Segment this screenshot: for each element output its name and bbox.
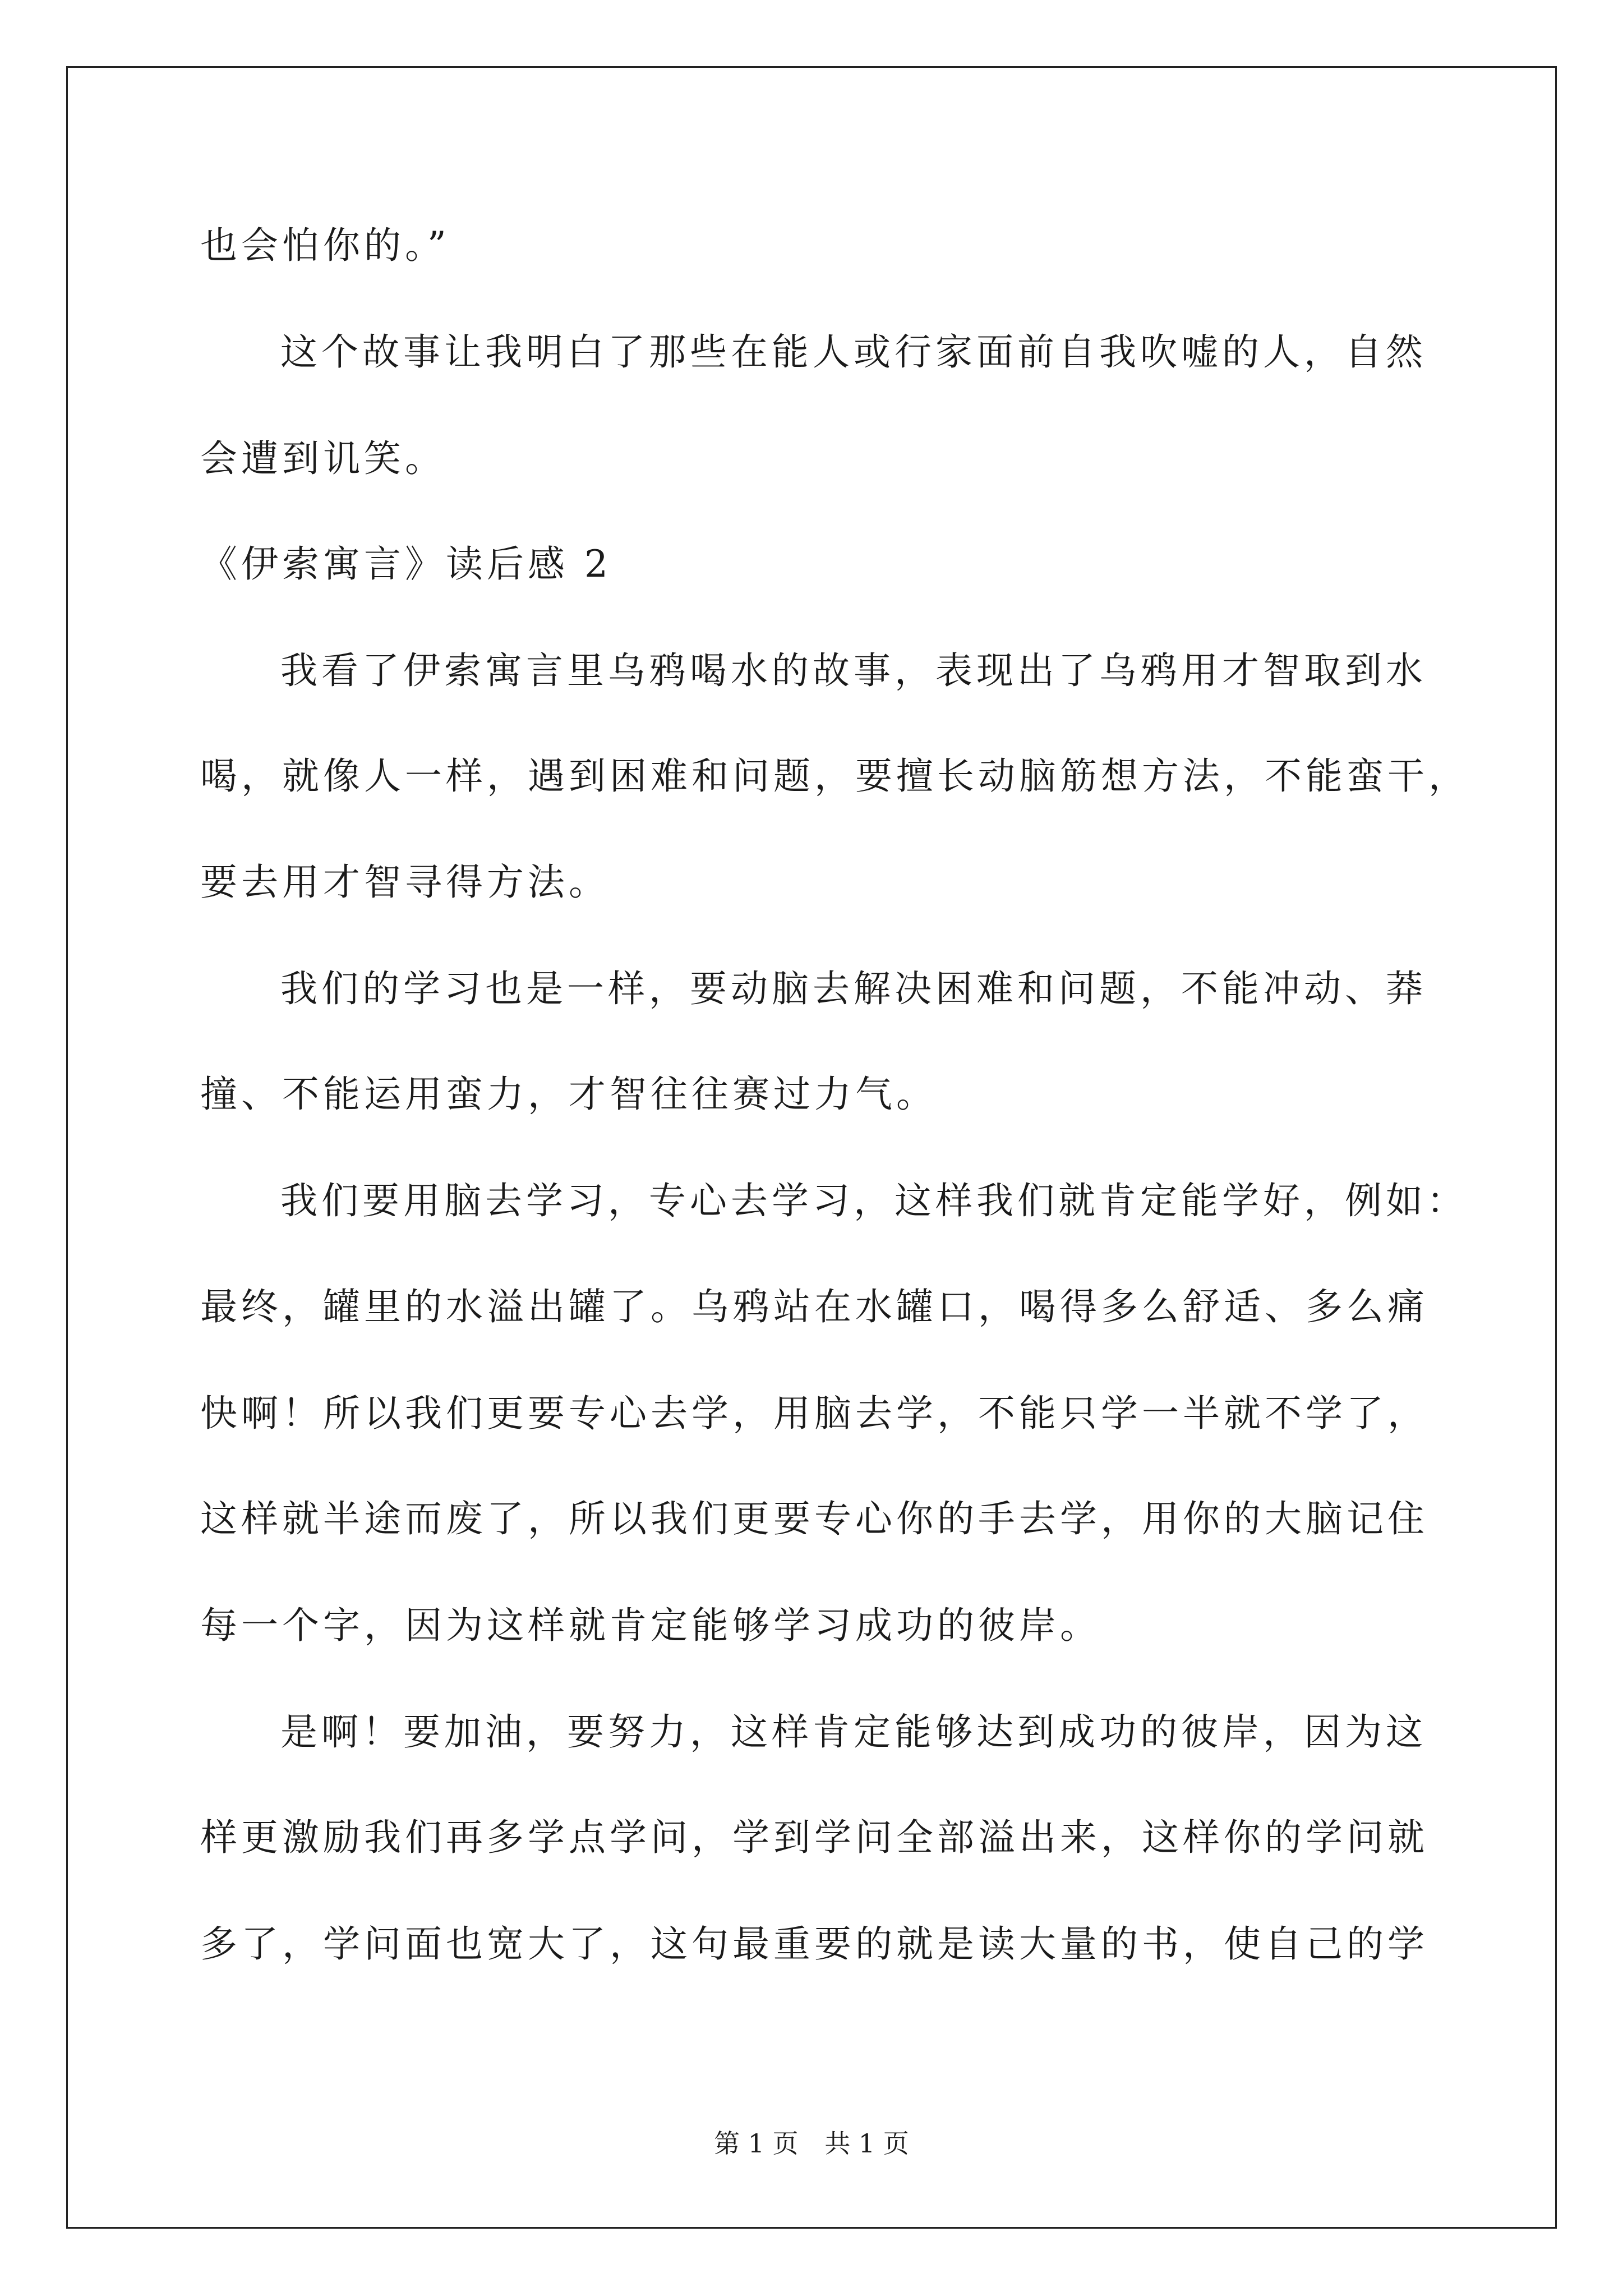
text-line: 最终，罐里的水溢出罐了。乌鸦站在水罐口，喝得多么舒适、多么痛 xyxy=(200,1285,1428,1328)
paragraph-line: 我们要用脑去学习，专心去学习，这样我们就肯定能学好，例如： xyxy=(280,1179,1468,1222)
text-line: 快啊！所以我们更要专心去学，用脑去学，不能只学一半就不学了， xyxy=(200,1392,1428,1435)
paragraph-line: 我看了伊索寓言里乌鸦喝水的故事，表现出了乌鸦用才智取到水 xyxy=(280,649,1427,692)
paragraph-line: 这个故事让我明白了那些在能人或行家面前自我吹嘘的人，自然 xyxy=(280,330,1427,374)
paragraph-line: 是啊！要加油，要努力，这样肯定能够达到成功的彼岸，因为这 xyxy=(280,1710,1427,1754)
page-footer xyxy=(0,2127,1623,2160)
page-number: 第 1 页 xyxy=(714,2128,799,2159)
text-line: 会遭到讥笑。 xyxy=(200,437,446,480)
text-line: 每一个字，因为这样就肯定能够学习成功的彼岸。 xyxy=(200,1604,1101,1647)
text-line: 样更激励我们再多学点学问，学到学问全部溢出来，这样你的学问就 xyxy=(200,1816,1428,1859)
page-border xyxy=(66,66,1557,2229)
text-line: 也会怕你的。” xyxy=(200,224,450,267)
text-line: 喝，就像人一样，遇到困难和问题，要擅长动脑筋想方法，不能蛮干， xyxy=(200,754,1469,798)
section-heading: 《伊索寓言》读后感 2 xyxy=(200,542,612,586)
paragraph-line: 我们的学习也是一样，要动脑去解决困难和问题，不能冲动、莽 xyxy=(280,967,1427,1010)
page-total: 共 1 页 xyxy=(824,2128,909,2159)
text-line: 这样就半途而废了，所以我们更要专心你的手去学，用你的大脑记住 xyxy=(200,1497,1428,1540)
text-line: 撞、不能运用蛮力，才智往往赛过力气。 xyxy=(200,1073,937,1116)
text-line: 要去用才智寻得方法。 xyxy=(200,861,610,904)
text-line: 多了，学问面也宽大了，这句最重要的就是读大量的书，使自己的学 xyxy=(200,1922,1428,1966)
